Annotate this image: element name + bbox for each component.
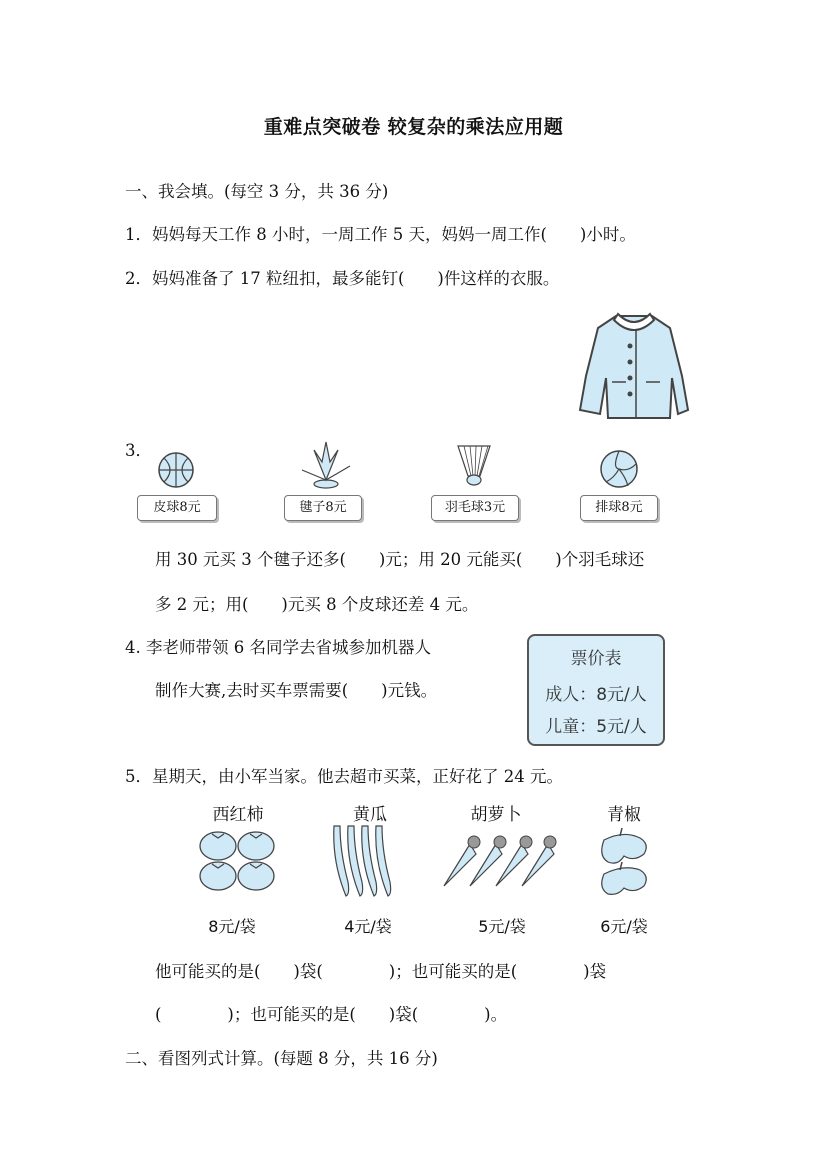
price-tag-badminton: 羽毛球3元 xyxy=(431,495,519,521)
price-tag-volleyball: 排球8元 xyxy=(580,495,658,521)
section1-header: 一、我会填。(每空 3 分，共 36 分) xyxy=(125,182,389,201)
section2-header: 二、看图列式计算。(每题 8 分，共 16 分) xyxy=(125,1049,438,1068)
question-5-line-1: 他可能买的是( )袋( )；也可能买的是( )袋 xyxy=(155,962,607,981)
shuttlecock-toy-icon xyxy=(298,440,354,490)
pepper-icon xyxy=(594,826,656,898)
question-4-line-1: 4. 李老师带领 6 名同学去省城参加机器人 xyxy=(125,638,431,657)
veg-name-carrot: 胡萝卜 xyxy=(470,805,522,825)
question-1: 1．妈妈每天工作 8 小时，一周工作 5 天，妈妈一周工作( )小时。 xyxy=(125,225,636,244)
question-5-line-2: ( )；也可能买的是( )袋( )。 xyxy=(155,1005,508,1024)
veg-price-cucumber: 4元/袋 xyxy=(344,917,392,936)
veg-name-tomato: 西红柿 xyxy=(212,805,264,825)
question-4-line-2: 制作大赛,去时买车票需要( )元钱。 xyxy=(155,681,438,700)
basketball-icon xyxy=(156,450,196,490)
question-2: 2．妈妈准备了 17 粒纽扣，最多能钉( )件这样的衣服。 xyxy=(125,269,560,288)
volleyball-icon xyxy=(598,448,640,490)
carrot-icon xyxy=(440,830,558,892)
ticket-child-price: 儿童：5元/人 xyxy=(545,717,647,737)
veg-name-cucumber: 黄瓜 xyxy=(353,805,387,825)
tomato-icon xyxy=(194,826,282,898)
ticket-adult-price: 成人：8元/人 xyxy=(545,685,647,705)
cucumber-icon xyxy=(326,822,404,900)
veg-price-carrot: 5元/袋 xyxy=(478,917,526,936)
question-3-line-2: 多 2 元；用( )元买 8 个皮球还差 4 元。 xyxy=(155,595,479,614)
question-3-line-1: 用 30 元买 3 个毽子还多( )元；用 20 元能买( )个羽毛球还 xyxy=(155,550,645,569)
coat-icon xyxy=(578,306,690,422)
badminton-icon xyxy=(454,442,494,488)
veg-price-tomato: 8元/袋 xyxy=(208,917,256,936)
page-title: 重难点突破卷 较复杂的乘法应用题 xyxy=(263,116,564,138)
question-5: 5．星期天，由小军当家。他去超市买菜，正好花了 24 元。 xyxy=(125,767,563,786)
price-tag-ball: 皮球8元 xyxy=(137,495,217,521)
veg-name-pepper: 青椒 xyxy=(607,805,641,825)
ticket-price-table xyxy=(527,634,665,746)
veg-price-pepper: 6元/袋 xyxy=(600,917,648,936)
ticket-title: 票价表 xyxy=(570,649,622,669)
price-tag-shuttlecock-toy: 毽子8元 xyxy=(284,495,362,521)
question-3-number: 3． xyxy=(125,441,152,460)
